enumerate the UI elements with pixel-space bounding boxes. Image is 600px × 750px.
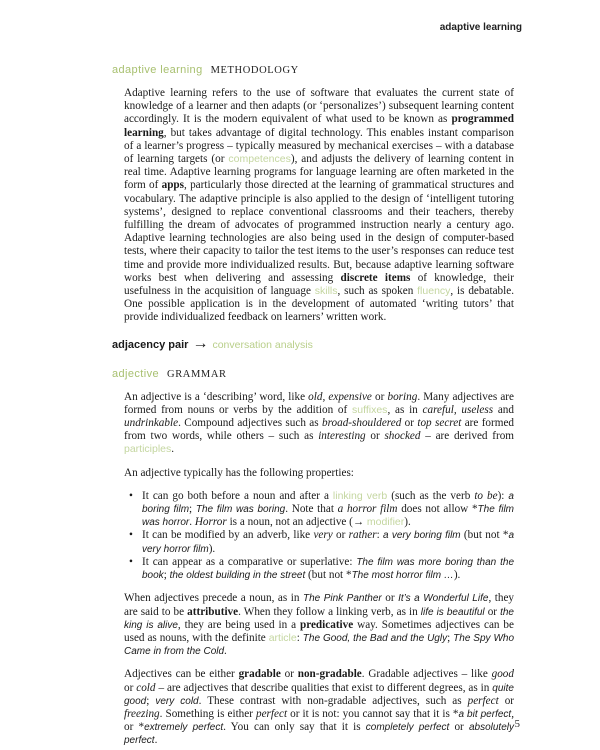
example-text: life is beautiful bbox=[420, 606, 485, 618]
definition-paragraph: Adaptive learning refers to the use of software that evaluates the current state of knowledge of a learner and then adapts (or ‘personalizes’) subsequent learning content accordingly. It is the modern equivalent of what used to be known as programmed learning, but takes advantage of digital technology. This enables instant comparison of a learner’s progress – typically measured by mechanical exercises – with a database of learning targets (or competences), and adjusts the delivery of learning content in real time. Adaptive learning programs for language learning are often marketed in the form of apps, particularly those directed at the learning of grammatical structures and vocabulary. The adaptive principle is also applied to the design of ‘intelligent tutoring systems’, designed to replace conventional classrooms and their teachers, thereby fulfilling the dream of advocates of programmed instruction nearly a century ago. Adaptive learning technologies are also being used in the design of computer-based tests, where their capacity to tailor the test items to the user’s responses can reduce test time and provide more individualized results. But, because adaptive learning software works best when delivering and assessing discrete items of knowledge, their usefulness in the acquisition of language skills, such as spoken fluency, is debatable. One possible application is in the development of automated ‘writing tutors’ that provide individualized feedback on learners’ written work. bbox=[124, 87, 515, 324]
category-label: METHODOLOGY bbox=[210, 65, 299, 76]
cross-reference-link[interactable]: fluency bbox=[417, 285, 451, 298]
example-text: The Pink Panther bbox=[303, 593, 382, 605]
cross-reference-link[interactable]: participles bbox=[124, 443, 172, 456]
properties-list bbox=[124, 490, 514, 582]
example-text: The film was boring bbox=[195, 504, 286, 516]
running-head: adaptive learning bbox=[439, 22, 522, 33]
cross-reference-link[interactable]: modifier bbox=[366, 516, 405, 529]
bold-term: programmed learning bbox=[124, 113, 514, 139]
list-item: • It can be modified by an adverb, like very or rather: a very boring film (but not *a very horror film). bbox=[142, 529, 514, 555]
example-text: quite good bbox=[124, 682, 514, 707]
list-item: • It can appear as a comparative or superlative: The film was more boring than the book; the oldest building in the street (but not *The most horror film …). bbox=[142, 556, 514, 582]
cross-reference-link[interactable]: competences bbox=[228, 153, 291, 166]
example-text: absolutely perfect bbox=[124, 722, 514, 747]
example-text: the oldest building in the street bbox=[169, 570, 306, 582]
entry-header bbox=[112, 62, 514, 78]
page-number: 5 bbox=[514, 718, 520, 730]
bold-term: attributive bbox=[187, 605, 239, 618]
example-text: The most horror film … bbox=[351, 570, 454, 582]
see-arrow-icon: → bbox=[192, 334, 209, 352]
entry-adaptive-learning bbox=[112, 62, 514, 325]
example-text: The film was more boring than the book bbox=[142, 556, 515, 582]
example-text: a bit perfect bbox=[458, 708, 512, 720]
entry-adjective bbox=[112, 366, 514, 748]
entry-body bbox=[124, 87, 514, 325]
category-label: GRAMMAR bbox=[167, 368, 227, 380]
cross-reference-link[interactable]: article bbox=[268, 631, 297, 644]
see-arrow-icon: → bbox=[352, 516, 365, 529]
example-text: very cold bbox=[155, 695, 199, 707]
entry-body bbox=[124, 391, 514, 748]
page-content bbox=[112, 62, 514, 748]
example-text: The film was horror bbox=[142, 504, 515, 529]
cross-reference-link[interactable]: conversation analysis bbox=[212, 338, 313, 351]
example-text: The Good, the Bad and the Ugly bbox=[302, 632, 448, 644]
example-text: a very horror film bbox=[142, 530, 514, 555]
entry-header bbox=[112, 366, 514, 382]
definition-paragraph: An adjective is a ‘describing’ word, like old, expensive or boring. Many adjectives are formed from nouns or verbs by the addition of suffixes, as in careful, useless and undrinkable. Compound adjectives such as broad-shouldered or top secret are formed from two words, while others – such as interesting or shocked – are derived from participles. bbox=[124, 390, 515, 456]
headword: adaptive learning bbox=[112, 64, 203, 76]
entry-adjacency-pair bbox=[112, 334, 514, 352]
example-text: The Spy Who Came in from the Cold bbox=[124, 632, 515, 658]
example-text: extremely perfect bbox=[144, 722, 224, 734]
cross-reference-link[interactable]: suffixes bbox=[352, 403, 388, 416]
bold-term: gradable bbox=[238, 668, 281, 681]
bold-term: non-gradable bbox=[297, 668, 362, 681]
cross-reference-link[interactable]: linking verb bbox=[332, 489, 388, 502]
example-text: It’s a Wonderful Life bbox=[398, 593, 489, 605]
properties-intro: An adjective typically has the following properties: bbox=[124, 466, 354, 479]
bold-term: discrete items bbox=[340, 271, 411, 284]
cross-reference-link[interactable]: skills bbox=[314, 285, 338, 298]
attributive-paragraph: When adjectives precede a noun, as in The Pink Panther or It’s a Wonderful Life, they are said to be attributive. When they follow a linking verb, as in life is beautiful or the king is alive, they are being used in a predicative way. Sometimes adjectives can be used as nouns, with the definite article: The Good, the Bad and the Ugly; The Spy Who Came in from the Cold. bbox=[124, 592, 515, 658]
example-text: the king is alive bbox=[124, 606, 514, 631]
headword: adjacency pair bbox=[112, 338, 189, 351]
example-text: completely perfect bbox=[365, 722, 450, 734]
example-text: a very boring film bbox=[383, 530, 461, 542]
example-text: a boring film bbox=[142, 490, 514, 516]
bold-term: apps bbox=[161, 179, 185, 192]
gradable-paragraph: Adjectives can be either gradable or non-gradable. Gradable adjectives – like good or cold – are adjectives that describe qualities that exist to different degrees, as in quite good; very cold. These contrast with non-gradable adjectives, such as perfect or freezing. Something is either perfect or it is not: you cannot say that it is *a bit perfect, or *extremely perfect. You can only say that it is completely perfect or absolutely perfect. bbox=[124, 668, 515, 747]
bold-term: predicative bbox=[299, 618, 354, 631]
headword: adjective bbox=[112, 367, 160, 380]
list-item: • It can go both before a noun and after a linking verb (such as the verb to be): a boring film; The film was boring. Note that a horror film does not allow *The film was horror. Horror is a noun, not an adjective (→ modifier). bbox=[142, 490, 514, 530]
